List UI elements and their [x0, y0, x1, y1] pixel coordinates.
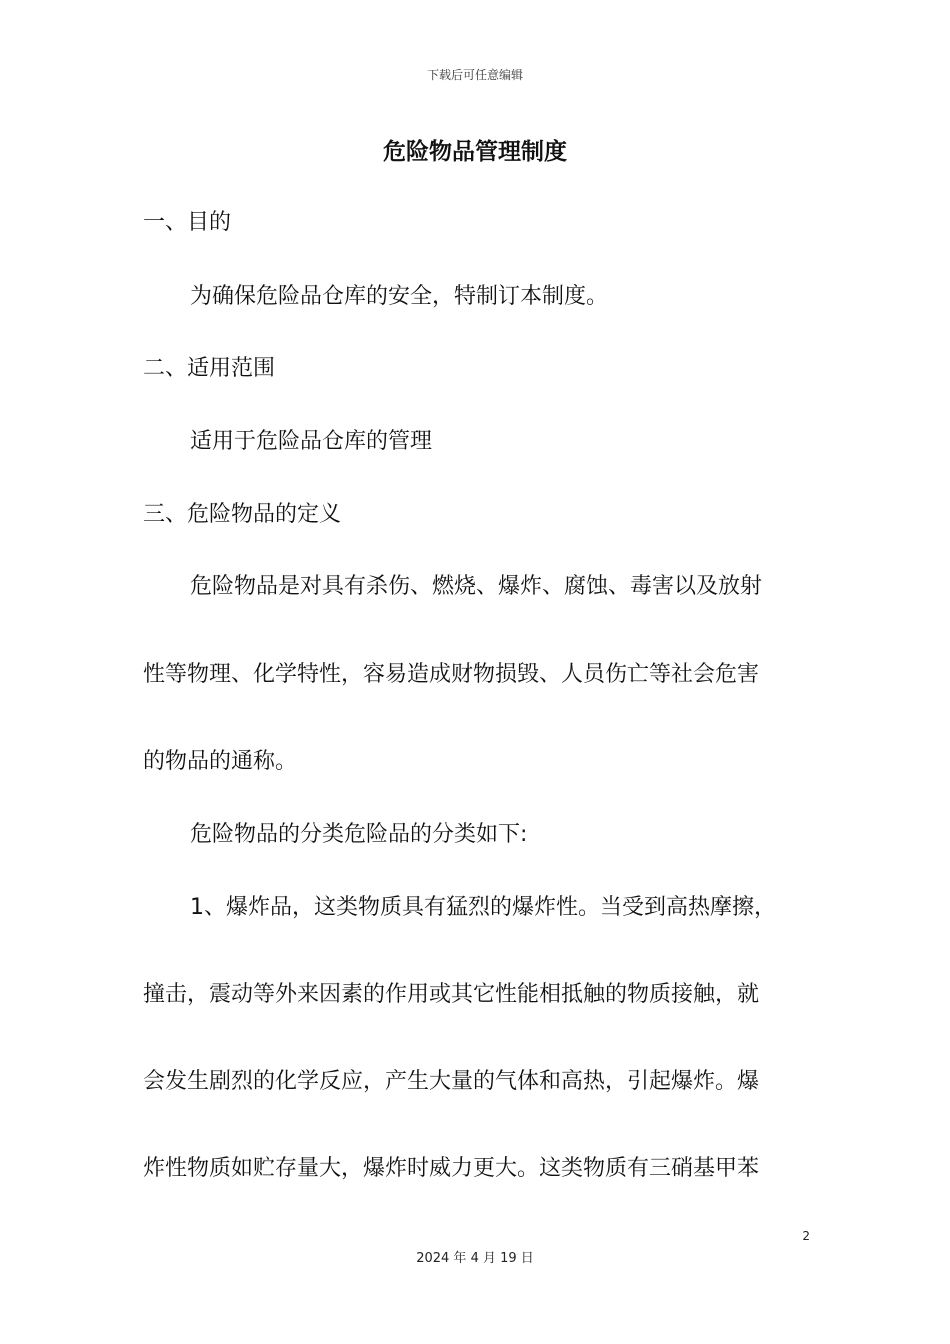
paragraph-purpose: 为确保危险品仓库的安全，特制订本制度。	[190, 284, 609, 309]
header-note: 下载后可任意编辑	[426, 68, 523, 82]
paragraph-definition-line-1: 危险物品是对具有杀伤、燃烧、爆炸、腐蚀、毒害以及放射	[190, 574, 763, 599]
footer-date: 2024 年 4 月 19 日	[416, 1251, 534, 1266]
paragraph-classification-intro: 危险物品的分类危险品的分类如下:	[190, 822, 528, 847]
paragraph-explosives-line-2: 撞击，震动等外来因素的作用或其它性能相抵触的物质接触，就	[143, 982, 760, 1007]
page-number: 2	[802, 1229, 810, 1243]
paragraph-definition-line-2: 性等物理、化学特性，容易造成财物损毁、人员伤亡等社会危害	[143, 662, 760, 687]
document-title: 危险物品管理制度	[383, 139, 567, 165]
section-heading-scope: 二、适用范围	[143, 356, 276, 381]
paragraph-explosives-line-4: 炸性物质如贮存量大，爆炸时威力更大。这类物质有三硝基甲苯	[143, 1156, 760, 1181]
paragraph-scope: 适用于危险品仓库的管理	[190, 429, 433, 454]
paragraph-explosives-line-1: 1、爆炸品，这类物质具有猛烈的爆炸性。当受到高热摩擦，	[190, 895, 776, 920]
paragraph-definition-line-3: 的物品的通称。	[143, 749, 298, 774]
section-heading-definition: 三、危险物品的定义	[143, 502, 342, 527]
section-heading-purpose: 一、目的	[143, 210, 232, 235]
paragraph-explosives-line-3: 会发生剧烈的化学反应，产生大量的气体和高热，引起爆炸。爆	[143, 1069, 760, 1094]
